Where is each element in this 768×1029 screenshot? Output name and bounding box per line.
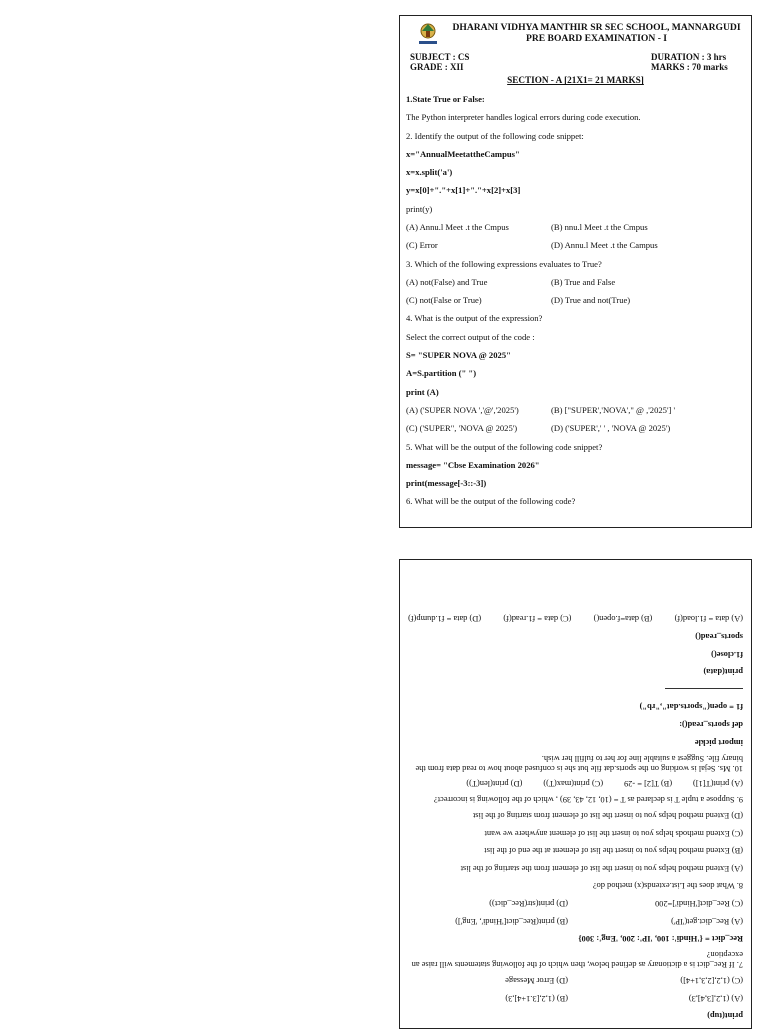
q1-text: The Python interpreter handles logical errors during code execution. (406, 112, 641, 123)
q6-option-b: (B) (1,2,[3.1+4],3) (505, 993, 568, 1003)
q2-code-line: y=x[0]+"."+x[1]+"."+x[2]+x[3] (406, 185, 521, 196)
q4-subtitle: Select the correct output of the code : (406, 331, 535, 342)
code-line: import pickle (694, 737, 743, 747)
q4-code-line: A=S.partition (" ") (406, 368, 477, 379)
q3-option-c: (C) not(False or True) (406, 295, 482, 306)
q2-option-a: (A) Annu.l Meet .t the Cmpus (406, 221, 509, 232)
marks-label: MARKS : 70 marks (651, 61, 728, 72)
q2-code-line: x=x.split('a') (406, 167, 453, 178)
q7-text: 7. If Rec_dict is a dictionary as defined below, then which of the following statements will raise an exception? (411, 950, 743, 970)
q7-option-b: (B) print(Rec_dict['Hindi', 'Eng']) (455, 916, 568, 926)
duration-label: DURATION : 3 hrs (651, 52, 727, 62)
q9-text: 9. Suppose a tuple T is declared as T = (10, 12, 43, 39) , which of the following is incorrect? (433, 795, 743, 805)
q6-option-c: (C) (1,2,[2,3,1+4]) (680, 975, 743, 985)
q3-option-b: (B) True and False (551, 276, 616, 287)
q3-option-d: (D) True and not(True) (551, 295, 631, 306)
q10-option-a: (A) data = f1.load(f) (674, 614, 743, 624)
q3-title: 3. Which of the following expressions evaluates to True? (406, 258, 602, 269)
q7-option-c: (C) Rec_dict['Hindi']=200 (655, 899, 743, 909)
blank-line (665, 688, 743, 689)
q8-option-a: (A) Extend method helps you to insert the list of element from the starting of the list (460, 863, 743, 873)
q4-title: 4. What is the output of the expression? (406, 313, 543, 324)
subject-label: SUBJECT : CS (410, 52, 470, 62)
q2-option-b: (B) nnu.l Meet .t the Cmpus (551, 221, 648, 232)
q8-title: 8. What does the List.extends(x) method do? (592, 881, 743, 891)
q3-option-a: (A) not(False) and True (406, 276, 488, 287)
code-line: f1.close() (711, 649, 743, 659)
q4-code-line: print (A) (406, 386, 439, 397)
q9-options: (A) print(T[1]) (B) T[2] = -29 (C) print(max(T)) (D) print(len(T)) (466, 779, 743, 789)
rotated-page-content (400, 560, 751, 1028)
q2-code-line: x="AnnualMeetattheCampus" (406, 148, 520, 159)
code-line: sports_read() (695, 632, 743, 642)
section-title: SECTION - A [21X1= 21 MARKS] (507, 74, 644, 85)
q7-code: Rec_dict = {'Hindi': 100, 'IP': 200, 'Eng': 300} (578, 934, 743, 944)
q7-option-a: (A) Rec_dict.get('IP') (671, 916, 743, 926)
school-logo-icon (416, 21, 440, 47)
exam-name: PRE BOARD EXAMINATION - I (525, 33, 668, 45)
q8-option-b: (B) Extend method helps you to insert the list of element at the end of the list (484, 846, 743, 856)
q1-title: 1.State True or False: (406, 93, 485, 104)
q6-option-d: (D) Error Message (505, 975, 568, 985)
q10-option-c: (C) data = f1.read(f) (503, 614, 572, 624)
grade-label: GRADE : XII (410, 61, 464, 72)
q6-option-a: (A) (1,2,[3,4],3) (688, 993, 743, 1003)
exam-page-1 (399, 15, 752, 528)
q5-title: 5. What will be the output of the following code snippet? (406, 441, 603, 452)
q5-code-line: message= "Cbse Examination 2026" (406, 459, 540, 470)
q4-option-c: (C) ('SUPER", 'NOVA @ 2025') (406, 423, 518, 434)
q5-code-line: print(message[-3::-3]) (406, 478, 487, 489)
q2-option-d: (D) Annu.l Meet .t the Campus (551, 240, 658, 251)
code-line: print(tup) (707, 1011, 743, 1021)
q4-option-b: (B) ["SUPER','NOVA'," @ ,'2025'] ' (551, 404, 676, 415)
q4-option-a: (A) ('SUPER NOVA ','@','2025') (406, 404, 519, 415)
code-line: print(data) (703, 667, 743, 677)
exam-meta (406, 53, 745, 73)
q6-title: 6. What will be the output of the following code? (406, 496, 576, 507)
code-line: f1 = open("sports.dat","rb") (639, 702, 743, 712)
q4-option-d: (D) ('SUPER',' ' , 'NOVA @ 2025') (551, 423, 671, 434)
q2-code-line: print(y) (406, 203, 433, 214)
q7-option-d: (D) print(str(Rec_dict)) (489, 899, 568, 909)
page-header (406, 19, 745, 47)
code-line: def sports_read(): (679, 720, 743, 730)
q10-option-b: (B) data=f.open() (593, 614, 653, 624)
exam-page-2 (399, 559, 752, 1029)
q8-option-c: (C) Extend methods helps you to insert the list of element anywhere we want (484, 828, 743, 838)
q8-option-d: (D) Extend method helps you to insert the list of element from starting of the list (472, 811, 743, 821)
q10-text: 10. Ms. Sejal is working on the sports.dat file but she is confused about how to read data from the binary file. Suggest a suitable line for her to fulfill her wish. (415, 753, 743, 773)
school-name: DHARANI VIDHYA MANTHIR SR SEC SCHOOL, MANNARGUDI (452, 22, 741, 33)
q2-title: 2. Identify the output of the following code snippet: (406, 130, 584, 141)
q10-option-d: (D) data = f1.dump(f) (408, 614, 482, 624)
q2-option-c: (C) Error (406, 240, 438, 251)
q4-code-line: S= "SUPER NOVA @ 2025" (406, 350, 511, 361)
